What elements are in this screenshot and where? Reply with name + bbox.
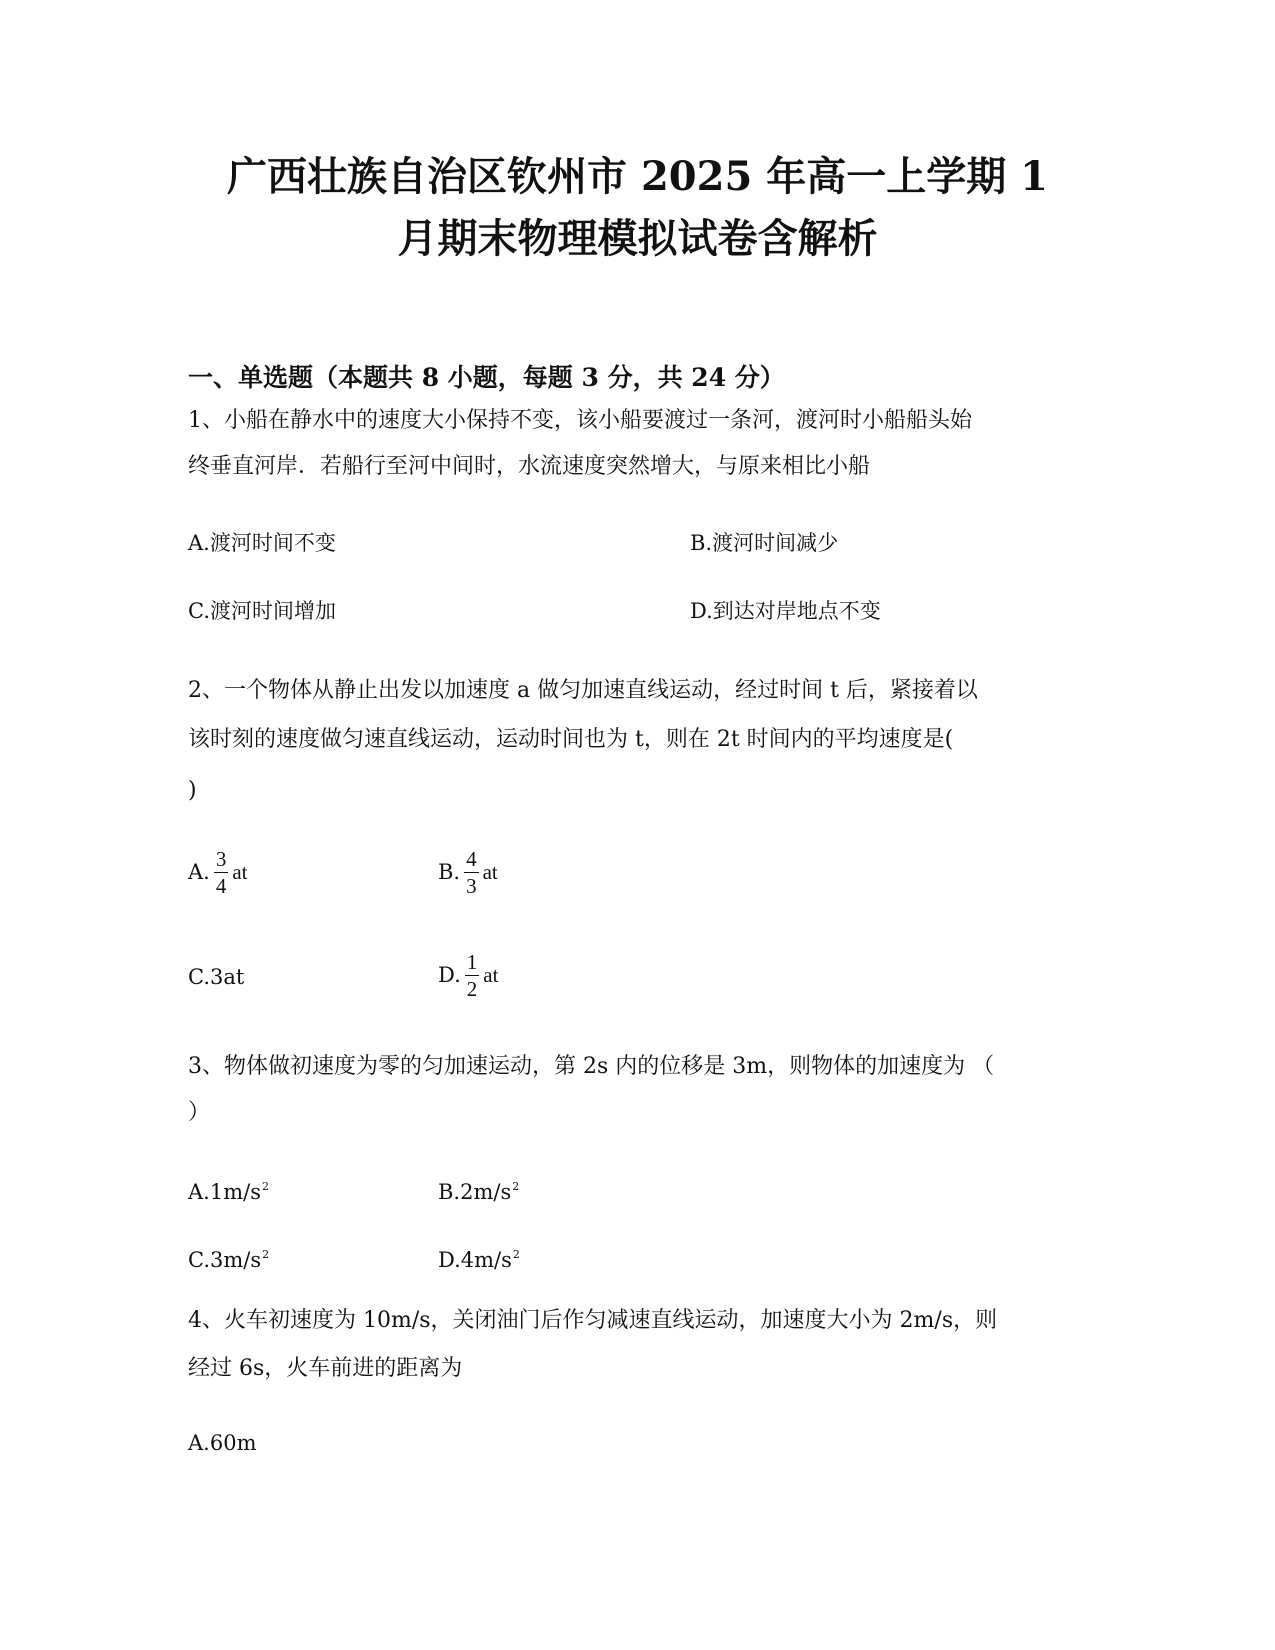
superscript: 2 (512, 1248, 520, 1261)
question-4-text-line-2: 经过 6s，火车前进的距离为 (188, 1356, 463, 1381)
question-2-option-d (438, 940, 498, 1010)
question-1-option-c: C.渡河时间增加 (188, 599, 336, 623)
question-2-text-line-2: 该时刻的速度做匀速直线运动，运动时间也为 t，则在 2t 时间内的平均速度是( (188, 727, 954, 752)
question-2-option-a (188, 837, 248, 907)
question-1-text-line-1: 1、小船在静水中的速度大小保持不变，该小船要渡过一条河，渡河时小船船头始 (188, 408, 972, 433)
option-text: A.1m/s (188, 1180, 261, 1204)
fraction-numerator: 1 (466, 949, 478, 974)
question-3-text-line-2: ） (188, 1100, 211, 1125)
superscript: 2 (262, 1248, 270, 1261)
question-1-option-b: B.渡河时间减少 (690, 531, 839, 555)
option-text: D.4m/s (438, 1248, 512, 1272)
fraction-numerator: 4 (466, 846, 477, 871)
fraction-denominator: 4 (215, 873, 227, 898)
fraction (214, 846, 229, 899)
option-label: D. (438, 963, 461, 987)
section-heading-single-choice: 一、单选题（本题共 8 小题，每题 3 分，共 24 分） (188, 363, 785, 392)
fraction (465, 949, 480, 1002)
option-suffix: at (482, 859, 498, 884)
question-3-text-line-1: 3、物体做初速度为零的匀加速运动，第 2s 内的位移是 3m，则物体的加速度为 （ (188, 1054, 995, 1079)
option-suffix: at (232, 859, 248, 884)
question-2-option-b (438, 837, 498, 907)
question-3-option-d (438, 1240, 520, 1275)
question-3-option-c (188, 1240, 269, 1275)
fraction-denominator: 3 (466, 873, 477, 898)
fraction-denominator: 2 (466, 976, 478, 1001)
question-1-text-line-2: 终垂直河岸．若船行至河中间时，水流速度突然增大，与原来相比小船 (188, 454, 871, 479)
question-2-text-line-1: 2、一个物体从静止出发以加速度 a 做匀加速直线运动，经过时间 t 后，紧接着以 (188, 678, 978, 703)
question-3-option-b (438, 1172, 519, 1207)
document-title-line-2: 月期末物理模拟试卷含解析 (397, 215, 878, 262)
option-label: A. (188, 860, 210, 884)
option-text: C.3m/s (188, 1248, 262, 1272)
question-3-option-a (188, 1172, 269, 1207)
option-text: B.2m/s (438, 1180, 512, 1204)
fraction-numerator: 3 (215, 846, 227, 871)
question-1-option-d: D.到达对岸地点不变 (690, 599, 881, 623)
question-4-text-line-1: 4、火车初速度为 10m/s，关闭油门后作匀减速直线运动，加速度大小为 2m/s，则 (188, 1308, 998, 1333)
question-2-option-c: C.3at (188, 965, 245, 989)
option-label: B. (438, 860, 461, 884)
document-title-line-1: 广西壮族自治区钦州市 2025 年高一上学期 1 (227, 153, 1048, 200)
question-4-option-a: A.60m (188, 1431, 257, 1455)
option-suffix: at (483, 962, 499, 987)
fraction (464, 846, 479, 899)
superscript: 2 (261, 1180, 269, 1193)
superscript: 2 (512, 1180, 520, 1193)
question-2-text-line-3: ) (188, 778, 197, 803)
question-1-option-a: A.渡河时间不变 (188, 531, 336, 555)
